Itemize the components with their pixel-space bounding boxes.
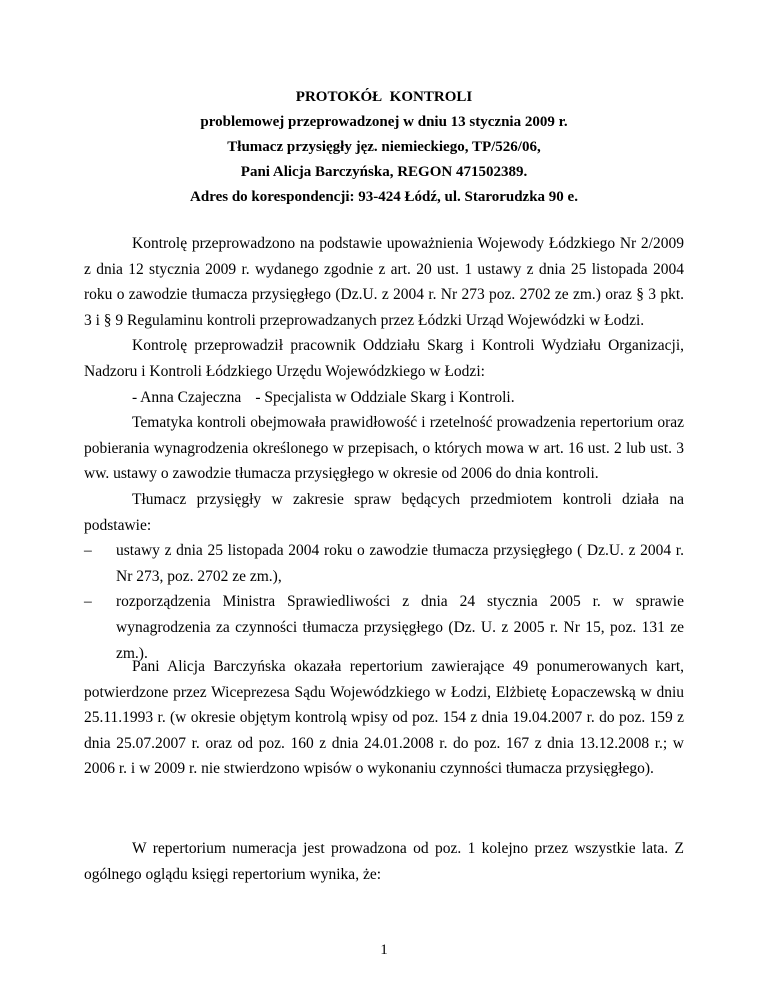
header-line-translator: Tłumacz przysięgły jęz. niemieckiego, TP/526/06,: [227, 139, 541, 155]
inspector-name: - Anna Czajeczna: [132, 388, 242, 406]
paragraph-authorization: Kontrolę przeprowadzono na podstawie upoważnienia Wojewody Łódzkiego Nr 2/2009 z dnia 12 stycznia 2009 r. wydanego zgodnie z art. 20 ust. 1 ustawy z dnia 25 listopada 2004 roku o zawodzie tłumacza przysięgłego (Dz.U. z 2004 r. Nr 273 poz. 2702 ze zm.) oraz § 3 pkt. 3 i § 9 Regulaminu kontroli przeprowadzanych przez Łódzki Urząd Wojewódzki w Łodzi.: [84, 235, 684, 329]
document-title: PROTOKÓŁ KONTROLI: [295, 89, 473, 105]
document-body: [84, 231, 684, 666]
document-header: [0, 85, 768, 210]
inspector-role: - Specjalista w Oddziale Skarg i Kontroli.: [255, 388, 515, 406]
header-line-address: Adres do korespondencji: 93-424 Łódź, ul. Starorudzka 90 e.: [190, 189, 578, 205]
inspector-line: [84, 385, 684, 411]
paragraph-repertory: Pani Alicja Barczyńska okazała repertorium zawierające 49 ponumerowanych kart, potwierdzone przez Wiceprezesa Sądu Wojewódzkiego w Łodzi, Elżbietę Łopaczewską w dniu 25.11.1993 r. (w okresie objętym kontrolą wpisy od poz. 154 z dnia 19.04.2007 r. do poz. 159 z dnia 25.07.2007 r. oraz od poz. 160 z dnia 24.01.2008 r. do poz. 167 z dnia 13.12.2008 r.; w 2006 r. i w 2009 r. nie stwierdzono wpisów o wykonaniu czynności tłumacza przysięgłego).: [84, 658, 684, 778]
header-line-inspection: problemowej przeprowadzonej w dniu 13 stycznia 2009 r.: [200, 114, 568, 130]
list-item: – ustawy z dnia 25 listopada 2004 roku o zawodzie tłumacza przysięgłego ( Dz.U. z 2004 r. Nr 273, poz. 2702 ze zm.),: [84, 538, 684, 589]
list-dash: –: [84, 542, 92, 560]
legal-basis-list: [84, 538, 684, 666]
document-body-numbering: [84, 836, 684, 887]
header-line-name: Pani Alicja Barczyńska, REGON 471502389.: [240, 164, 528, 180]
list-dash: –: [84, 593, 92, 611]
paragraph-legal-basis: Tłumacz przysięgły w zakresie spraw będących przedmiotem kontroli działa na podstawie:: [84, 490, 684, 534]
list-item: – rozporządzenia Ministra Sprawiedliwości z dnia 24 stycznia 2005 r. w sprawie wynagrodzenia za czynności tłumacza przysięgłego (Dz. U. z 2005 r. Nr 15, poz. 131 ze zm.).: [84, 589, 684, 666]
paragraph-inspector: Kontrolę przeprowadził pracownik Oddziału Skarg i Kontroli Wydziału Organizacji, Nadzoru i Kontroli Łódzkiego Urzędu Wojewódzkiego w Łodzi:: [84, 337, 684, 380]
document-body-continued: [84, 654, 684, 782]
page-number: 1: [380, 942, 388, 958]
paragraph-numbering: W repertorium numeracja jest prowadzona od poz. 1 kolejno przez wszystkie lata. Z ogólnego oglądu księgi repertorium wynika, że:: [84, 840, 684, 883]
paragraph-scope: Tematyka kontroli obejmowała prawidłowość i rzetelność prowadzenia repertorium oraz pobierania wynagrodzenia określonego w przepisach, o których mowa w art. 16 ust. 2 lub ust. 3 ww. ustawy o zawodzie tłumacza przysięgłego w okresie od 2006 do dnia kontroli.: [84, 414, 684, 483]
